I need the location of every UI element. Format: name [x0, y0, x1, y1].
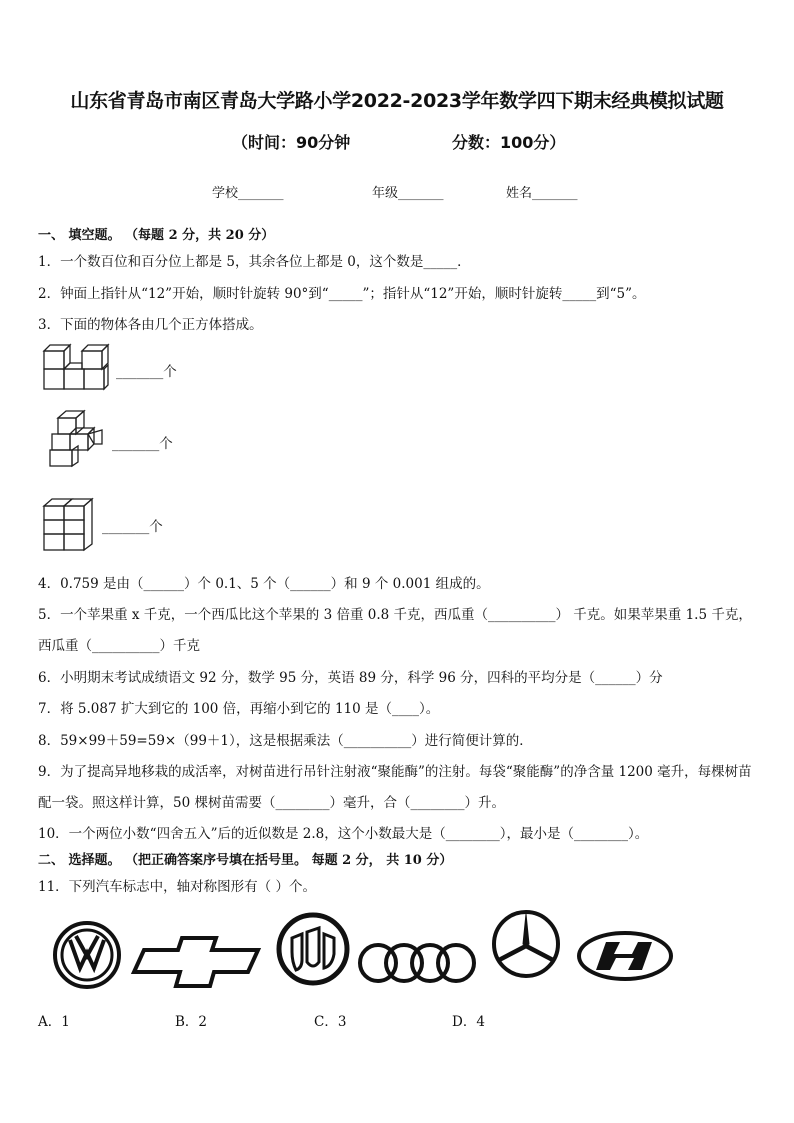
- section-2-heading: 二、 选择题。 （把正确答案序号填在括号里。 每题 2 分， 共 10 分）: [38, 853, 453, 868]
- chevrolet-logo-icon: [130, 936, 266, 992]
- question-8: 8．59×99＋59=59×（99＋1），这是根据乘法（__________）进行简便计算的．: [38, 733, 533, 749]
- cube-figure-c: [42, 496, 98, 552]
- question-4: 4．0.759 是由（______）个 0.1、5 个（______）和 9 个 0.001 组成的。: [38, 576, 490, 592]
- name-field[interactable]: 姓名_______: [506, 186, 578, 201]
- buick-logo-icon: [276, 912, 350, 990]
- mercedes-logo-icon: [490, 908, 562, 984]
- question-10: 10．一个两位小数“四舍五入”后的近似数是 2.8，这个小数最大是（________），最小是（________）。: [38, 826, 649, 842]
- grade-field[interactable]: 年级_______: [372, 186, 444, 201]
- volkswagen-logo-icon: [52, 920, 122, 994]
- option-b[interactable]: B．2: [175, 1014, 208, 1030]
- cube-figure-a: [42, 343, 112, 391]
- hyundai-logo-icon: [576, 930, 674, 986]
- option-a[interactable]: A．1: [38, 1014, 70, 1030]
- section-1-heading: 一、 填空题。 （每题 2 分，共 20 分）: [38, 228, 275, 243]
- question-2: 2．钟面上指针从“12”开始，顺时针旋转 90°到“_____”；指针从“12”开始，顺时针旋转_____到“5”。: [38, 286, 646, 302]
- question-9-line-1: 9．为了提高异地移栽的成活率，对树苗进行吊针注射液“聚能酶”的注射。每袋“聚能酶”的净含量 1200 毫升，每棵树苗: [38, 764, 752, 780]
- option-c[interactable]: C．3: [314, 1014, 347, 1030]
- audi-logo-icon: [356, 940, 478, 990]
- question-3c-answer[interactable]: _______个: [102, 519, 163, 535]
- question-9-line-2: 配一袋。照这样计算，50 棵树苗需要（________）毫升，合（________）升。: [38, 795, 505, 811]
- exam-time: （时间：90分钟: [232, 133, 351, 152]
- question-3: 3．下面的物体各由几个正方体搭成。: [38, 317, 263, 333]
- question-5-line-1: 5．一个苹果重 x 千克，一个西瓜比这个苹果的 3 倍重 0.8 千克，西瓜重（__________） 千克。如果苹果重 1.5 千克，: [38, 607, 752, 623]
- question-1: 1．一个数百位和百分位上都是 5，其余各位上都是 0，这个数是_____．: [38, 254, 471, 270]
- question-3b-answer[interactable]: _______个: [112, 436, 173, 452]
- question-6: 6．小明期末考试成绩语文 92 分，数学 95 分，英语 89 分，科学 96 分，四科的平均分是（______）分: [38, 670, 663, 686]
- question-11: 11．下列汽车标志中，轴对称图形有（ ）个。: [38, 879, 316, 895]
- school-field[interactable]: 学校_______: [212, 186, 284, 201]
- cube-figure-b: [46, 408, 106, 470]
- option-d[interactable]: D．4: [452, 1014, 485, 1030]
- exam-title: 山东省青岛市南区青岛大学路小学2022-2023学年数学四下期末经典模拟试题: [70, 90, 724, 112]
- question-7: 7．将 5.087 扩大到它的 100 倍，再缩小到它的 110 是（____）。: [38, 701, 440, 717]
- exam-score: 分数：100分）: [452, 133, 566, 152]
- question-5-line-2: 西瓜重（__________）千克: [38, 638, 200, 654]
- question-3a-answer[interactable]: _______个: [116, 364, 177, 380]
